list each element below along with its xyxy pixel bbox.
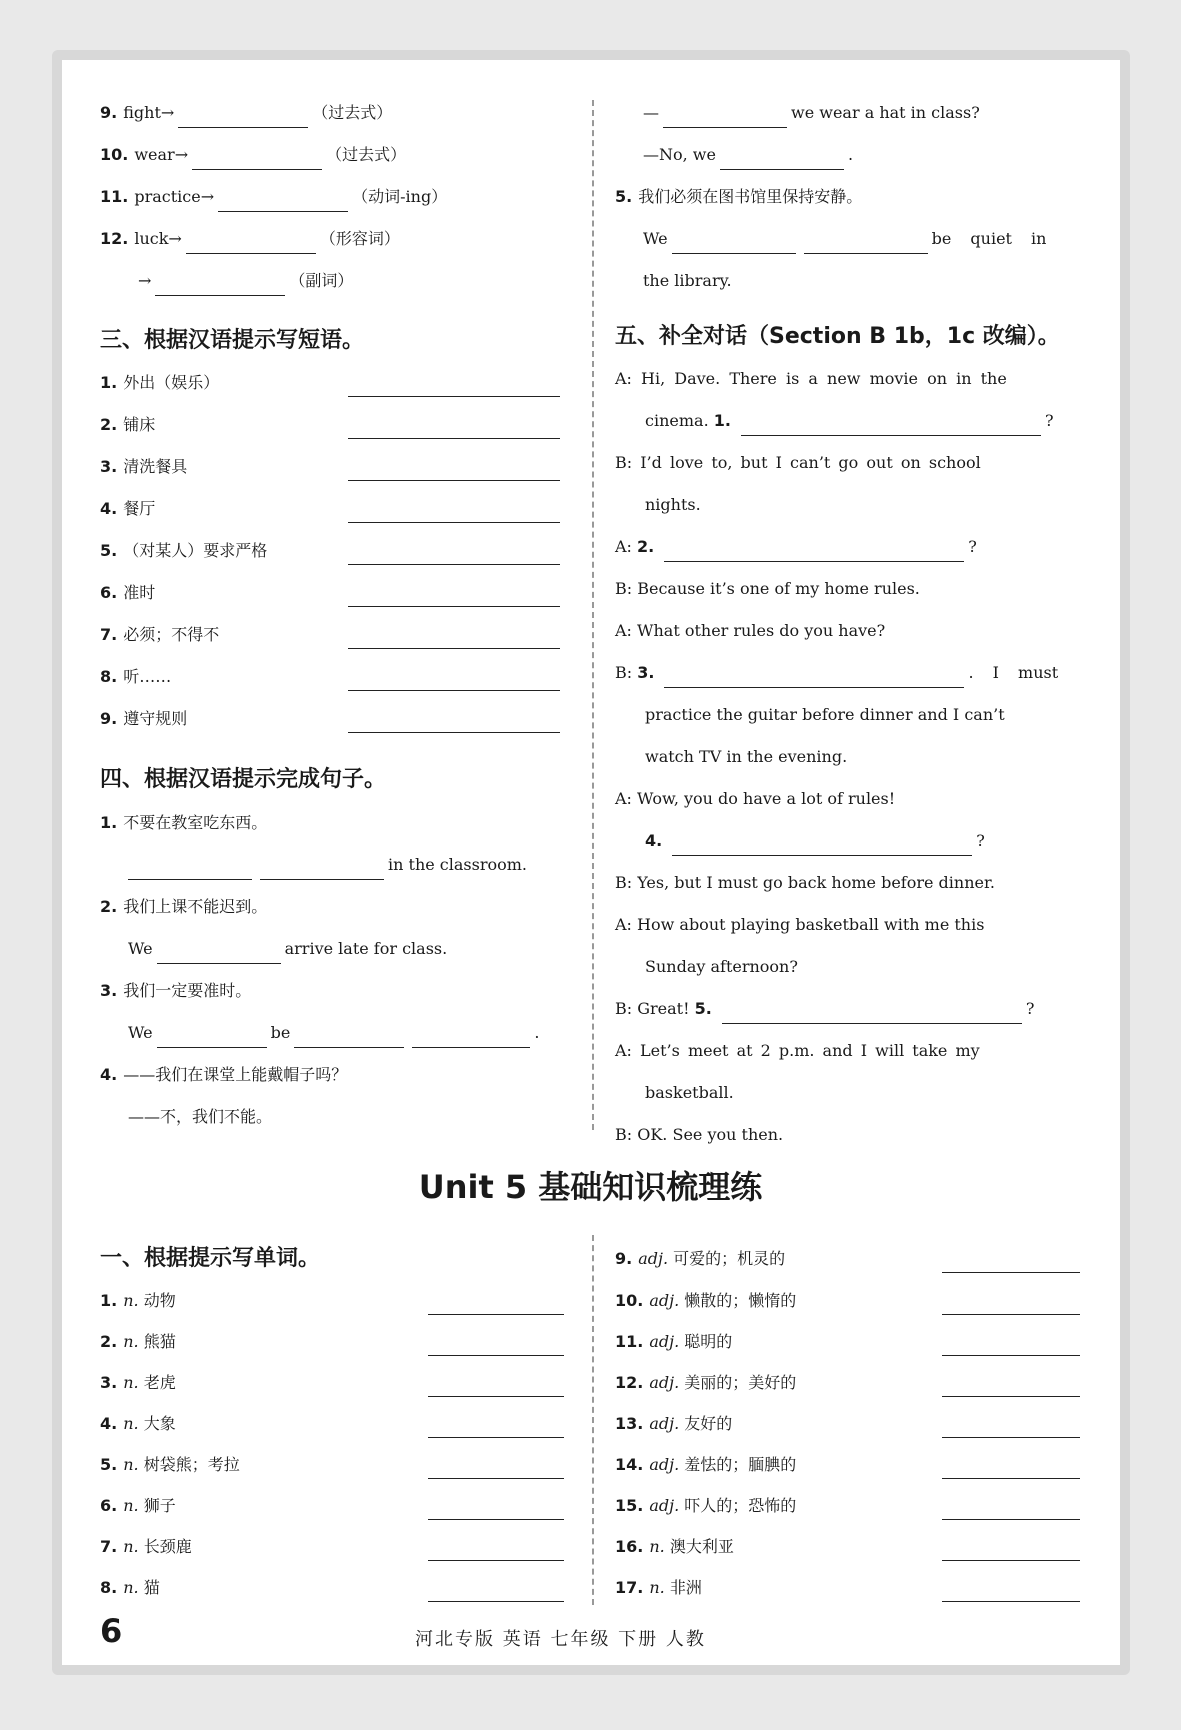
answer-line[interactable] [942,1519,1080,1520]
answer-line[interactable] [942,1560,1080,1561]
word-form-item: 12. luck→ （形容词） [100,224,400,254]
sentence-answer: We arrive late for class. [128,934,447,964]
dialogue-line: cinema. 1. ? [645,406,1054,436]
dialogue-line: A: Wow, you do have a lot of rules! [615,789,896,808]
answer-blank[interactable] [157,1025,267,1048]
answer-line[interactable] [428,1314,564,1315]
dialogue-line: practice the guitar before dinner and I can’t [645,705,1005,724]
word-form-item: 11. practice→ （动词-ing） [100,182,447,212]
answer-blank[interactable] [192,147,322,170]
answer-line[interactable] [942,1478,1080,1479]
sentence-answer: We be quiet in [643,224,1081,254]
answer-blank[interactable] [663,105,787,128]
answer-line[interactable] [428,1478,564,1479]
answer-blank[interactable] [155,273,285,296]
answer-blank[interactable] [178,105,308,128]
answer-line[interactable] [942,1272,1080,1273]
vocab-item: 9. adj. 可爱的；机灵的 [615,1249,786,1268]
answer-blank[interactable] [157,941,281,964]
answer-line[interactable] [428,1560,564,1561]
vocab-item: 1. n. 动物 [100,1291,176,1310]
answer-blank[interactable] [672,231,796,254]
answer-blank[interactable] [722,1001,1022,1024]
sentence-prompt: 2. 我们上课不能迟到。 [100,897,268,916]
dialogue-line: nights. [645,495,701,514]
section-3-heading: 三、根据汉语提示写短语。 [100,328,365,353]
phrase-item: 2. 铺床 [100,415,156,434]
answer-blank[interactable] [260,857,384,880]
dialogue-line: A: Hi, Dave. There is a new movie on in the [615,369,1007,388]
vocab-item: 7. n. 长颈鹿 [100,1537,192,1556]
vocab-item: 2. n. 熊猫 [100,1332,176,1351]
vocab-item: 11. adj. 聪明的 [615,1332,733,1351]
dialogue-line: watch TV in the evening. [645,747,848,766]
answer-blank[interactable] [218,189,348,212]
section-4-heading: 四、根据汉语提示完成句子。 [100,767,387,792]
answer-line[interactable] [428,1519,564,1520]
column-divider [592,100,594,1130]
answer-blank[interactable] [664,539,964,562]
dialogue-line: 4. ? [645,826,985,856]
dialogue-line: A: Let’s meet at 2 p.m. and I will take my [615,1041,980,1060]
answer-blank[interactable] [672,833,972,856]
vocab-item: 15. adj. 吓人的；恐怖的 [615,1496,797,1515]
sentence-prompt: ——不，我们不能。 [128,1107,273,1126]
word-form-item: → （副词） [138,266,353,296]
phrase-item: 8. 听…… [100,667,172,686]
answer-line[interactable] [428,1437,564,1438]
answer-line[interactable] [428,1355,564,1356]
answer-line[interactable] [942,1314,1080,1315]
answer-line[interactable] [428,1396,564,1397]
vocab-item: 12. adj. 美丽的；美好的 [615,1373,797,1392]
sentence-answer: — we wear a hat in class? [643,98,980,128]
dialogue-line: B: Yes, but I must go back home before dinner. [615,873,995,892]
vocab-item: 13. adj. 友好的 [615,1414,733,1433]
answer-line[interactable] [348,396,560,397]
dialogue-line: Sunday afternoon? [645,957,798,976]
vocab-item: 5. n. 树袋熊；考拉 [100,1455,240,1474]
answer-line[interactable] [348,732,560,733]
sentence-answer: —No, we . [643,140,853,170]
vocab-item: 8. n. 猫 [100,1578,160,1597]
answer-line[interactable] [348,648,560,649]
dialogue-line: A: 2. ? [615,532,977,562]
answer-line[interactable] [942,1437,1080,1438]
sentence-answer: the library. [643,271,732,290]
answer-line[interactable] [942,1601,1080,1602]
dialogue-line: basketball. [645,1083,734,1102]
word-form-item: 10. wear→ （过去式） [100,140,406,170]
answer-blank[interactable] [186,231,316,254]
dialogue-line: A: How about playing basketball with me this [615,915,985,934]
vocab-item: 3. n. 老虎 [100,1373,176,1392]
answer-blank[interactable] [412,1025,530,1048]
dialogue-line: B: 3. . I must [615,658,1058,688]
answer-blank[interactable] [128,857,252,880]
unit-title: Unit 5 基础知识梳理练 [418,1168,763,1206]
answer-blank[interactable] [741,413,1041,436]
sentence-prompt: 5. 我们必须在图书馆里保持安静。 [615,187,863,206]
vocab-item: 6. n. 狮子 [100,1496,176,1515]
sentence-prompt: 1. 不要在教室吃东西。 [100,813,268,832]
answer-line[interactable] [348,564,560,565]
dialogue-line: B: I’d love to, but I can’t go out on school [615,453,981,472]
answer-blank[interactable] [804,231,928,254]
dialogue-line: A: What other rules do you have? [615,621,886,640]
answer-line[interactable] [348,480,560,481]
vocab-item: 16. n. 澳大利亚 [615,1537,734,1556]
vocab-item: 10. adj. 懒散的；懒惰的 [615,1291,797,1310]
column-divider [592,1235,594,1605]
vocab-item: 17. n. 非洲 [615,1578,702,1597]
word-form-item: 9. fight→ （过去式） [100,98,392,128]
answer-line[interactable] [942,1355,1080,1356]
answer-line[interactable] [428,1601,564,1602]
unit5-section-1-heading: 一、根据提示写单词。 [100,1246,321,1271]
answer-line[interactable] [348,690,560,691]
answer-line[interactable] [942,1396,1080,1397]
sentence-answer: in the classroom. [128,850,527,880]
answer-blank[interactable] [294,1025,404,1048]
footer-text: 河北专版 英语 七年级 下册 人教 [415,1629,706,1650]
dialogue-line: B: Great! 5. ? [615,994,1034,1024]
answer-blank[interactable] [720,147,844,170]
answer-line[interactable] [348,522,560,523]
answer-line[interactable] [348,606,560,607]
sentence-prompt: 4. ——我们在课堂上能戴帽子吗？ [100,1065,348,1084]
dialogue-line: B: Because it’s one of my home rules. [615,579,920,598]
phrase-item: 5. （对某人）要求严格 [100,541,268,560]
dialogue-line: B: OK. See you then. [615,1125,784,1144]
sentence-answer: We be . [128,1018,539,1048]
section-5-heading: 五、补全对话（Section B 1b，1c 改编）。 [615,324,1060,349]
phrase-item: 6. 准时 [100,583,156,602]
answer-blank[interactable] [664,665,964,688]
answer-line[interactable] [348,438,560,439]
page-number: 6 [100,1612,123,1650]
vocab-item: 4. n. 大象 [100,1414,176,1433]
sentence-prompt: 3. 我们一定要准时。 [100,981,252,1000]
phrase-item: 9. 遵守规则 [100,709,188,728]
phrase-item: 4. 餐厅 [100,499,156,518]
phrase-item: 1. 外出（娱乐） [100,373,220,392]
vocab-item: 14. adj. 羞怯的；腼腆的 [615,1455,797,1474]
phrase-item: 7. 必须；不得不 [100,625,220,644]
phrase-item: 3. 清洗餐具 [100,457,188,476]
